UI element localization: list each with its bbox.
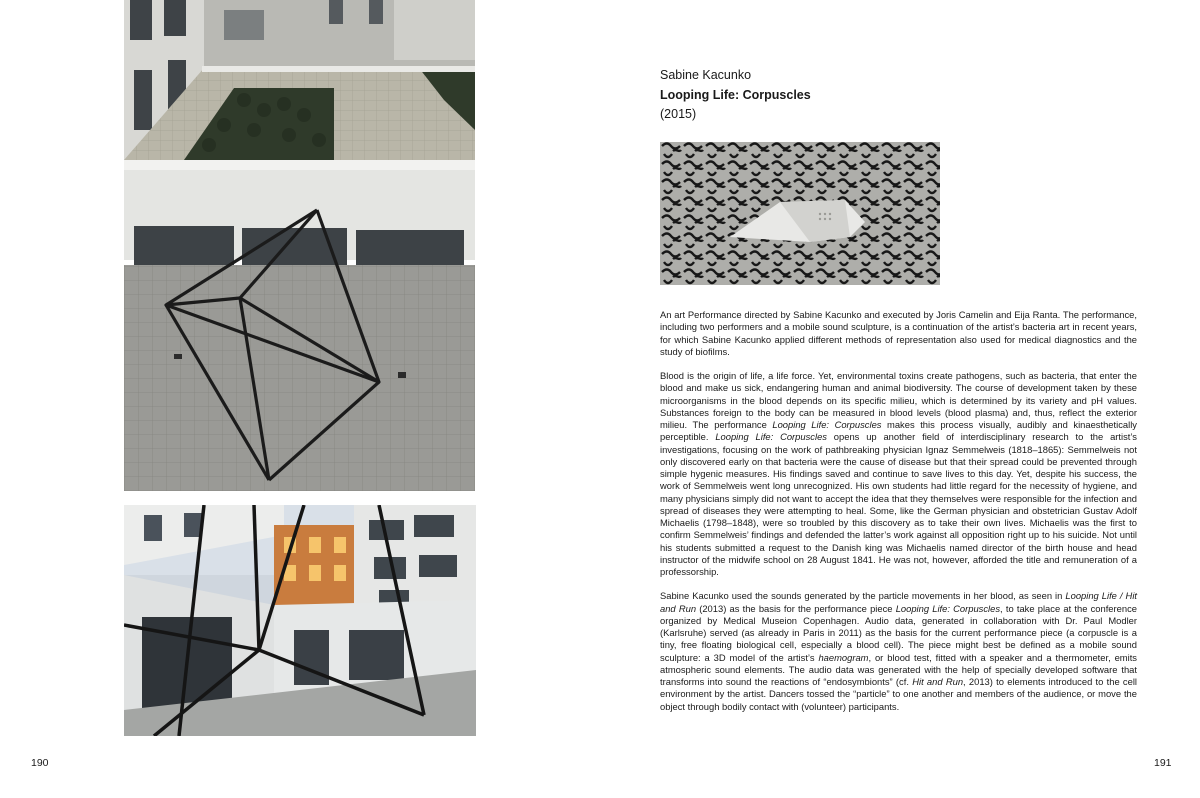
text-run: Blood is the origin of life, a life force. Yet, environmental toxins create pathogens, such as bacteria, that enter the blood and make us sick, endangering human and animal biodiversity. The course of development taken by these microorganisms in the blood depends on its specific milieu, which is determined by its variety and pH values. Substances foreign to the body can be measured in blood levels (blood plasma) and, thus, reflect the exterior milieu. The performance [660, 370, 1137, 430]
text-run: , 2013) to elements introduced to the cell environment by the artist. Dancers tossed the “particle” to one another and members of the audience, or move the object through bodily contact with (volunteer) participants. [660, 676, 1137, 712]
text-run: Sabine Kacunko used the sounds generated by the particle movements in her blood, as seen in [660, 590, 1066, 602]
sculpture-photo [660, 142, 940, 285]
italic-text-run: Looping Life: Corpuscles [895, 602, 1001, 614]
courtyard-sculpture-photo-top [124, 0, 475, 491]
courtyard-sculpture-photo-bottom [124, 505, 476, 736]
italic-text-run: Looping Life: Corpuscles [715, 431, 827, 443]
text-run: , to take place at the conference organized by Medical Museion Copenhagen. Audio data, generated in collaboration with Dr. Paul Modler (Karlsruhe) served (as already in Paris in 2011) as the basis for the current performance piece (a corpuscle is a tiny, free floating biological cell, especially a blood cell). The piece might best be defined as a mobile sound sculpture: a 3D model of the artist’s [660, 602, 1137, 663]
text-run: opens up another field of interdisciplinary research to the artist’s investigations, focusing on the work of pathbreaking physician Ignaz Semmelweis (1818–1865): Semmelweis not only discovered early on that bacteria were the cause of disease but that their spread could be prevented through simple hygenic measures. His findings saved and continue to save lives to this day. Yet, despite his success, the work of Semmelweis went long unrecognized. His own students had little regard for the necessity of hygiene, and many physicians simply did not want to accept the idea that they themselves were responsible for the infection and spread of diseases they were attempting to heal. Some, like the German physician and obstetrician Gustav Adolf Michaelis (1798–1848), were so troubled by this discovery as to take their own lives. Michaelis was the first to confirm Semmelweis’ findings and defended the latter’s work against all opposition right up to his suicide. Not until his students submitted a request to the Danish king was Michaelis named director of the birth house and head instructor of the midwife school on 28 August 1841. He was not, however, afforded the title and remuneration of a professorship. [660, 431, 1137, 577]
body-text [660, 309, 1137, 725]
italic-text-run: Looping Life / Hit and Run [660, 590, 1138, 614]
italic-text-run: haemogram [818, 651, 869, 663]
italic-text-run: Looping Life: Corpuscles [772, 419, 882, 430]
courtyard-photo-graphic [124, 0, 475, 491]
text-run: makes this process visually, audibly and kinaesthetically perceptible. [660, 419, 1137, 443]
page-number-left: 190 [31, 757, 49, 769]
artwork-year: (2015) [660, 107, 697, 121]
paragraph [660, 370, 1137, 578]
paragraph [660, 309, 1137, 358]
page-number-right: 191 [1154, 757, 1172, 769]
artwork-header [660, 66, 1140, 125]
courtyard-ground-photo-graphic [124, 505, 476, 736]
text-run: (2013) as the basis for the performance piece [696, 602, 896, 614]
text-run: An art Performance directed by Sabine Kacunko and executed by Joris Camelin and Eija Ranta. The performance, including two performers and a mobile sound sculpture, is a continuation of the artist’s bacteria art in recent years, for which Sabine Kacunko applied different methods of representation also used for medical diagnostics and the study of biofilms. [660, 309, 1137, 357]
text-run: , or blood test, fitted with a speaker and a thermometer, emits atmospheric sound elements. The audio data was generated with the help of specially developed software that transforms into sound the reactions of “endosymbionts” (cf. [660, 651, 1137, 687]
paragraph [660, 590, 1137, 713]
artist-name: Sabine Kacunko [660, 68, 752, 82]
sculpture-photo-graphic [660, 142, 940, 285]
italic-text-run: Hit and Run [912, 676, 964, 687]
artwork-title: Looping Life: Corpuscles [660, 87, 811, 102]
